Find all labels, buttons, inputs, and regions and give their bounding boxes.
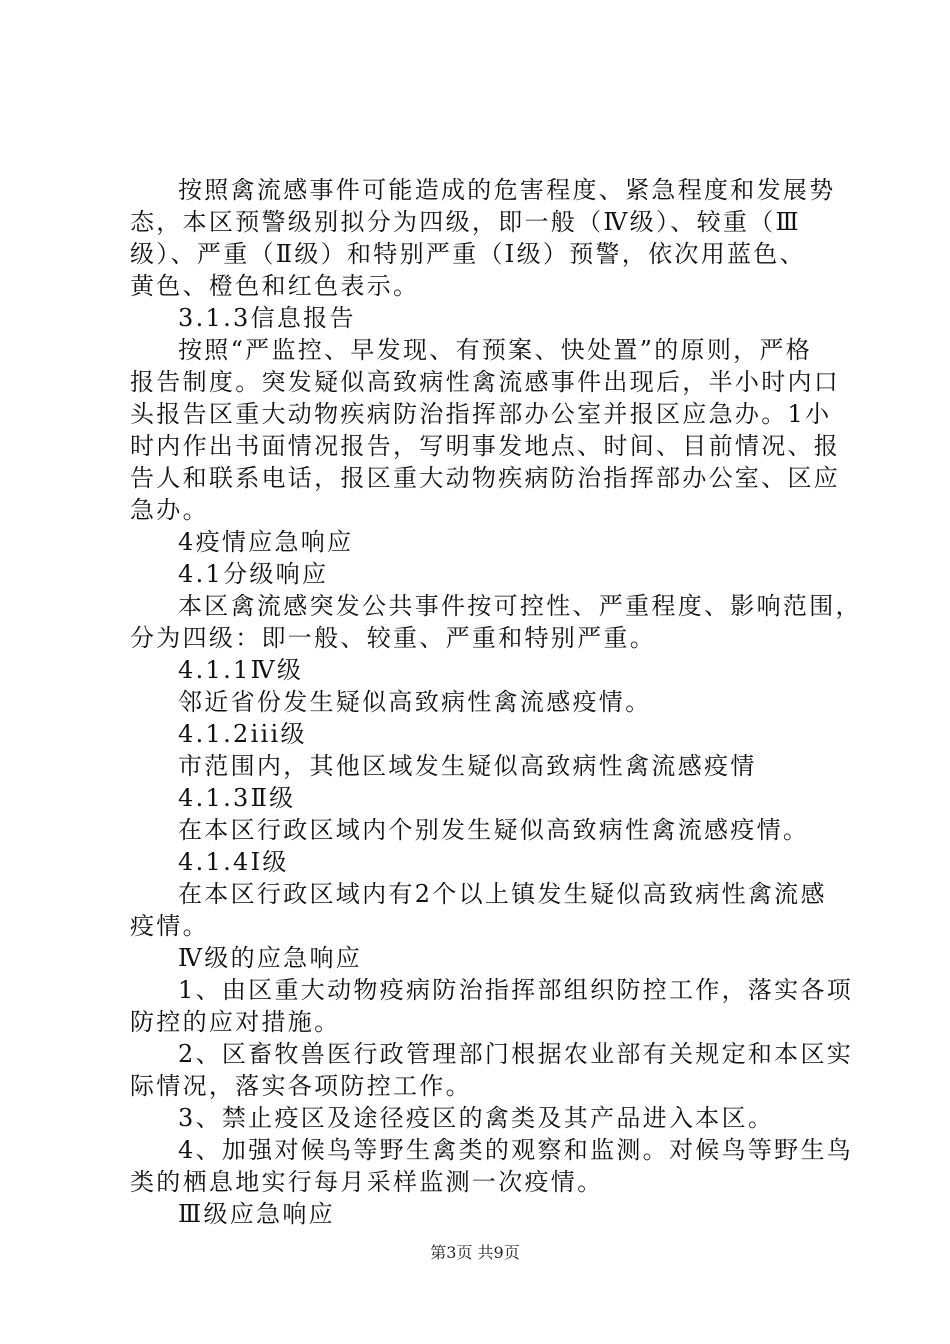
text-line: 2、区畜牧兽医行政管理部门根据农业部有关规定和本区实 bbox=[178, 1040, 854, 1068]
text-line: 告人和联系电话，报区重大动物疾病防治指挥部办公室、区应 bbox=[130, 464, 841, 492]
text-line: 际情况，落实各项防控工作。 bbox=[130, 1072, 472, 1100]
page-number-footer: 第3页 共9页 bbox=[430, 1243, 520, 1262]
text-line: 头报告区重大动物疾病防治指挥部办公室并报区应急办。1小 bbox=[130, 400, 832, 428]
text-line: 按照“严监控、早发现、有预案、快处置”的原则，严格 bbox=[178, 336, 813, 364]
section-heading: Ⅳ级的应急响应 bbox=[178, 944, 363, 972]
section-heading: Ⅲ级应急响应 bbox=[178, 1200, 335, 1228]
text-line: 类的栖息地实行每月采样监测一次疫情。 bbox=[130, 1168, 604, 1196]
section-heading: 4.1.2iii级 bbox=[178, 720, 307, 748]
section-heading: 4.1.1Ⅳ级 bbox=[178, 656, 304, 684]
text-line: 黄色、橙色和红色表示。 bbox=[130, 272, 420, 300]
text-line: 报告制度。突发疑似高致病性禽流感事件出现后，半小时内口 bbox=[130, 368, 841, 396]
text-line: 按照禽流感事件可能造成的危害程度、紧急程度和发展势 bbox=[178, 176, 836, 204]
text-line: 4、加强对候鸟等野生禽类的观察和监测。对候鸟等野生鸟 bbox=[178, 1136, 854, 1164]
text-line: 3、禁止疫区及途径疫区的禽类及其产品进入本区。 bbox=[178, 1104, 775, 1132]
section-heading: 3.1.3信息报告 bbox=[178, 304, 356, 332]
section-heading: 4.1.3Ⅱ级 bbox=[178, 784, 296, 812]
text-line: 市范围内，其他区域发生疑似高致病性禽流感疫情 bbox=[178, 752, 757, 780]
text-line: 急办。 bbox=[130, 496, 209, 524]
section-heading: 4.1分级响应 bbox=[178, 560, 329, 588]
text-line: 级）、严重（Ⅱ级）和特别严重（Ⅰ级）预警，依次用蓝色、 bbox=[130, 240, 806, 268]
text-line: 疫情。 bbox=[130, 912, 209, 940]
text-line: 在本区行政区域内有2个以上镇发生疑似高致病性禽流感 bbox=[178, 880, 827, 908]
text-line: 1、由区重大动物疫病防治指挥部组织防控工作，落实各项 bbox=[178, 976, 854, 1004]
section-heading: 4疫情应急响应 bbox=[178, 528, 354, 556]
text-line: 时内作出书面情况报告，写明事发地点、时间、目前情况、报 bbox=[130, 432, 841, 460]
text-line: 本区禽流感突发公共事件按可控性、严重程度、影响范围， bbox=[178, 592, 862, 620]
section-heading: 4.1.4Ⅰ级 bbox=[178, 848, 289, 876]
text-line: 防控的应对措施。 bbox=[130, 1008, 341, 1036]
text-line: 分为四级：即一般、较重、严重和特别严重。 bbox=[130, 624, 656, 652]
text-line: 态，本区预警级别拟分为四级，即一般（Ⅳ级）、较重（Ⅲ bbox=[130, 208, 801, 236]
text-line: 邻近省份发生疑似高致病性禽流感疫情。 bbox=[178, 688, 652, 716]
text-line: 在本区行政区域内个别发生疑似高致病性禽流感疫情。 bbox=[178, 816, 810, 844]
